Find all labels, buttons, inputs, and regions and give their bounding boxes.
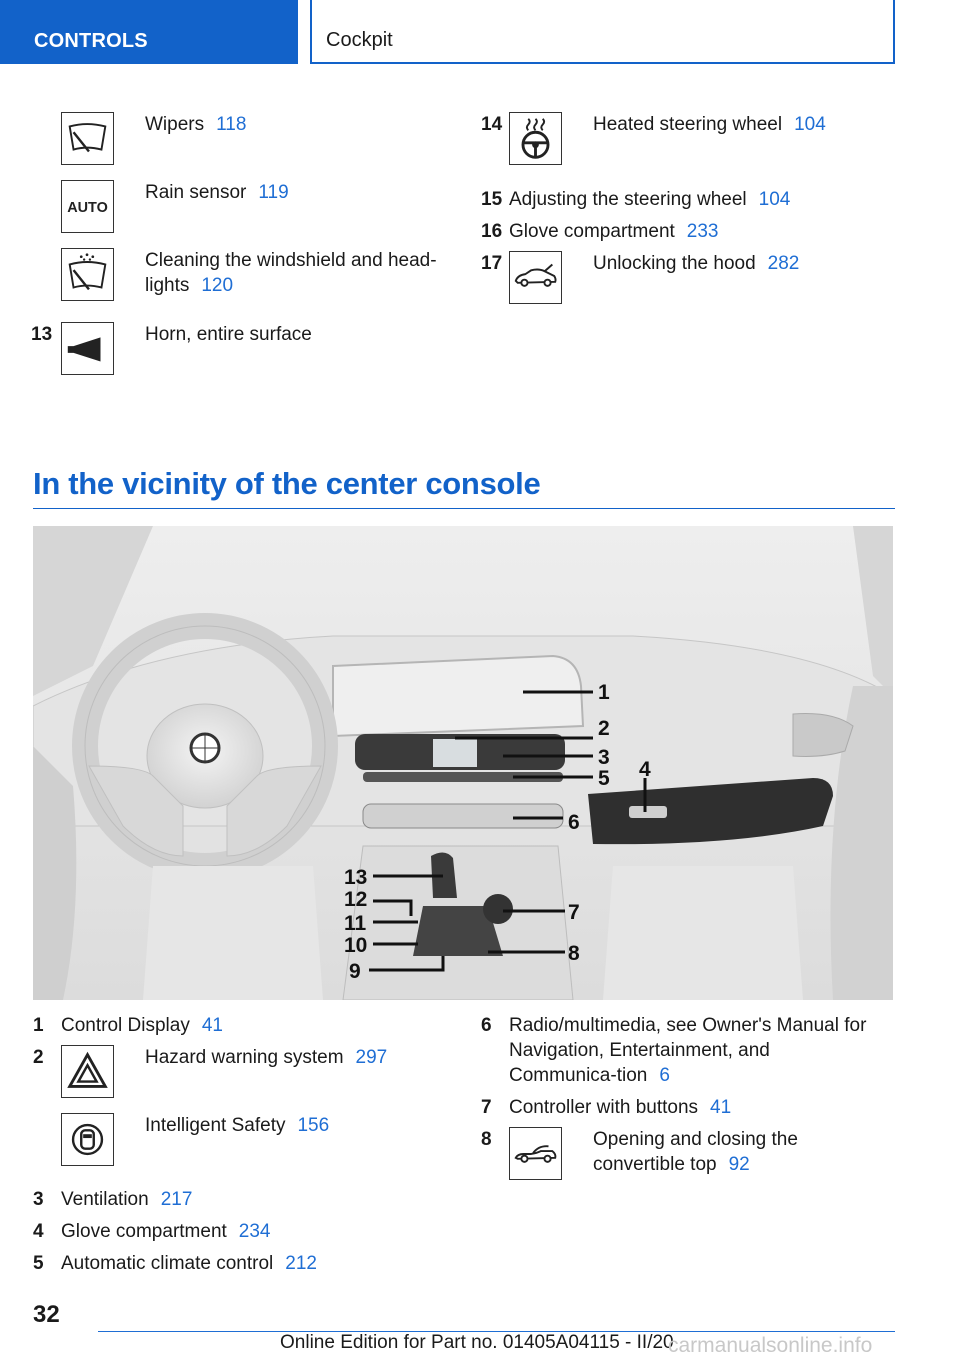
item-text: Intelligent Safety 156: [145, 1115, 330, 1136]
item-text: Rain sensor 119: [145, 182, 289, 203]
list-item-convertible-top: [481, 1127, 901, 1187]
footer-edition-text: Online Edition for Part no. 01405A04115 - II/20: [280, 1332, 674, 1353]
page-ref-link[interactable]: 118: [216, 114, 247, 135]
svg-text:AUTO: AUTO: [67, 199, 108, 216]
figure-callout-6: 6: [568, 811, 580, 834]
item-number: 4: [33, 1221, 44, 1242]
list-item-controller: [481, 1095, 901, 1127]
washer-icon: [61, 248, 114, 301]
page-ref-link[interactable]: 104: [794, 114, 826, 135]
item-number: 3: [33, 1189, 44, 1210]
page-ref-link[interactable]: 156: [297, 1115, 330, 1136]
watermark: carmanualsonline.info: [668, 1334, 873, 1357]
figure-callout-12: 12: [344, 888, 368, 911]
hood-release-icon: [509, 251, 562, 304]
figure-callout-5: 5: [598, 767, 610, 790]
item-text: Heated steering wheel 104: [593, 114, 826, 135]
horn-icon: [61, 322, 114, 375]
list-item-rain-sensor: [33, 180, 453, 248]
section-title: In the vicinity of the center console: [33, 466, 541, 501]
figure-callout-4: 4: [639, 758, 651, 781]
page-ref-link[interactable]: 41: [710, 1097, 732, 1118]
list-item-glove-compartment: [481, 219, 901, 251]
item-number: 15: [481, 189, 503, 210]
bottom-right-column: [481, 1013, 901, 1187]
list-item-hazard-warning: [33, 1045, 453, 1113]
page-ref-link[interactable]: 233: [686, 221, 719, 242]
page-ref-link[interactable]: 297: [355, 1047, 388, 1068]
figure-callout-8: 8: [568, 942, 580, 965]
item-text: Adjusting the steering wheel 104: [509, 189, 791, 210]
item-text: Automatic climate control 212: [61, 1253, 317, 1274]
hazard-warning-icon: [61, 1045, 114, 1098]
item-text: Radio/multimedia, see Owner's Manual for Navigation, Entertainment, and Communica-tion 6: [509, 1015, 867, 1086]
page-ref-link[interactable]: 119: [258, 182, 289, 203]
item-number: 5: [33, 1253, 44, 1274]
list-item-cleaning: [33, 248, 453, 322]
page-number: 32: [33, 1301, 60, 1328]
item-number: 8: [481, 1129, 492, 1150]
figure-callout-10: 10: [344, 934, 368, 957]
item-text: Unlocking the hood 282: [593, 253, 800, 274]
figure-callout-2: 2: [598, 717, 610, 740]
list-item-automatic-climate-control: [33, 1251, 453, 1283]
header-chapter-title: Cockpit: [310, 0, 895, 64]
list-item-intelligent-safety: [33, 1113, 453, 1187]
top-left-column: [33, 112, 453, 382]
page-ref-link[interactable]: 92: [728, 1154, 750, 1175]
item-text: Opening and closing the convertible top 92: [593, 1129, 798, 1175]
item-number: 17: [481, 253, 503, 274]
cockpit-figure: [33, 526, 893, 1000]
item-number: 1: [33, 1015, 44, 1036]
item-number: 7: [481, 1097, 492, 1118]
page-ref-link[interactable]: 120: [201, 275, 234, 296]
list-item-glove-compartment: [33, 1219, 453, 1251]
item-text: Cleaning the windshield and head-lights 120: [145, 250, 437, 296]
item-text: Glove compartment 234: [61, 1221, 271, 1242]
list-item-ventilation: [33, 1187, 453, 1219]
wiper-icon: [61, 112, 114, 165]
top-right-column: [481, 112, 901, 311]
page-ref-link[interactable]: 41: [201, 1015, 223, 1036]
auto-rain-sensor-icon: [61, 180, 114, 233]
figure-callout-13: 13: [344, 866, 368, 889]
page-ref-link[interactable]: 234: [238, 1221, 271, 1242]
list-item-wipers: [33, 112, 453, 180]
list-item-radio-multimedia: [481, 1013, 901, 1095]
item-number: 14: [481, 114, 503, 135]
convertible-top-icon: [509, 1127, 562, 1180]
heated-steering-wheel-icon: [509, 112, 562, 165]
intelligent-safety-icon: [61, 1113, 114, 1166]
list-item-horn: [33, 322, 453, 382]
bottom-left-column: [33, 1013, 453, 1283]
figure-callout-1: 1: [598, 681, 610, 704]
page-ref-link[interactable]: 6: [659, 1065, 670, 1086]
item-text: Controller with buttons 41: [509, 1097, 732, 1118]
header-section-tab: CONTROLS: [0, 0, 298, 64]
list-item-adjusting-steering-wheel: [481, 187, 901, 219]
page-ref-link[interactable]: 104: [758, 189, 791, 210]
item-text: Control Display 41: [61, 1015, 223, 1036]
figure-callout-11: 11: [344, 912, 367, 935]
item-text: Ventilation 217: [61, 1189, 193, 1210]
item-text: Glove compartment 233: [509, 221, 719, 242]
item-text: Horn, entire surface: [145, 324, 312, 345]
list-item-heated-steering-wheel: [481, 112, 901, 187]
page-ref-link[interactable]: 217: [160, 1189, 193, 1210]
item-number: 13: [31, 324, 53, 345]
page-ref-link[interactable]: 282: [767, 253, 800, 274]
list-item-unlocking-hood: [481, 251, 901, 311]
item-number: 2: [33, 1047, 44, 1068]
figure-callout-3: 3: [598, 746, 610, 769]
item-number: 6: [481, 1015, 492, 1036]
figure-callout-9: 9: [349, 960, 361, 983]
list-item-control-display: [33, 1013, 453, 1045]
item-number: 16: [481, 221, 503, 242]
item-text: Wipers 118: [145, 114, 247, 135]
page-ref-link[interactable]: 212: [285, 1253, 317, 1274]
section-divider: [33, 508, 895, 509]
item-text: Hazard warning system 297: [145, 1047, 388, 1068]
figure-callout-7: 7: [568, 901, 580, 924]
